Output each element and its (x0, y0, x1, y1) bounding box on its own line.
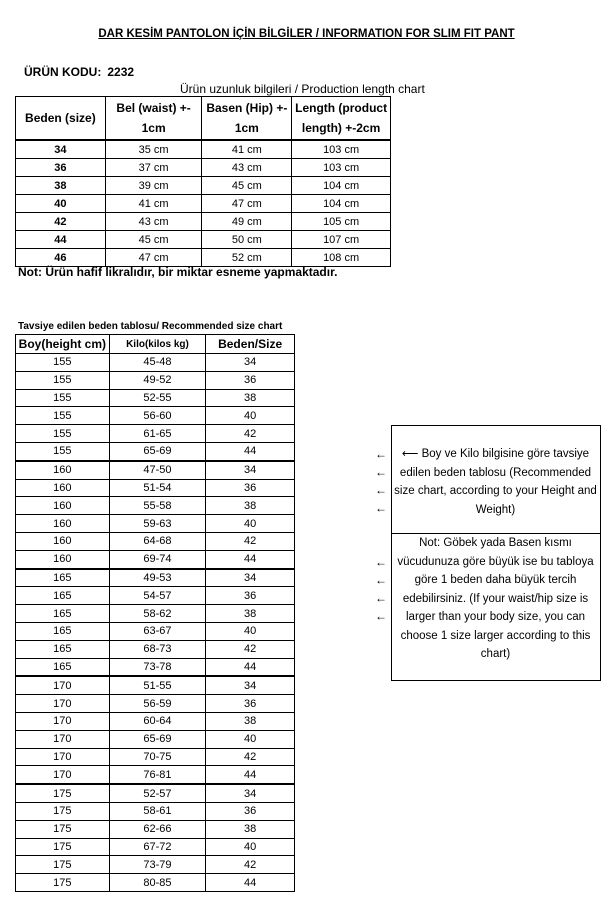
length-cell: 104 cm (292, 195, 391, 213)
header-height: Boy(height cm) (16, 335, 110, 354)
length-chart-caption: Ürün uzunluk bilgileri / Production length chart (180, 82, 425, 96)
size-cell: 46 (16, 249, 106, 267)
height-cell: 155 (16, 425, 110, 443)
height-cell: 165 (16, 605, 110, 623)
length-chart-row (16, 249, 391, 267)
weight-cell: 60-64 (109, 712, 206, 730)
size-cell: 36 (16, 159, 106, 177)
size-cell: 36 (206, 371, 295, 389)
weight-cell: 56-60 (109, 407, 206, 425)
size-cell: 34 (206, 569, 295, 587)
size-cell: 34 (206, 676, 295, 694)
length-chart-row (16, 195, 391, 213)
product-code (24, 65, 134, 79)
weight-cell: 65-69 (109, 442, 206, 460)
size-chart-row (16, 605, 295, 623)
height-cell: 170 (16, 730, 110, 748)
size-cell: 36 (206, 587, 295, 605)
length-chart-row (16, 231, 391, 249)
arrow-left-icon: ← (375, 555, 387, 569)
weight-cell: 65-69 (109, 730, 206, 748)
arrow-left-icon: ← (375, 609, 387, 623)
size-chart-row (16, 550, 295, 568)
height-cell: 175 (16, 820, 110, 838)
weight-cell: 59-63 (109, 515, 206, 533)
size-cell: 34 (206, 461, 295, 479)
height-cell: 155 (16, 371, 110, 389)
size-chart-row (16, 407, 295, 425)
hip-cell: 52 cm (202, 249, 292, 267)
size-chart-table (15, 334, 295, 892)
weight-cell: 51-55 (109, 676, 206, 694)
size-cell: 36 (206, 479, 295, 497)
size-cell: 44 (206, 442, 295, 460)
product-code-label: ÜRÜN KODU: (24, 65, 102, 79)
waist-cell: 47 cm (105, 249, 202, 267)
hip-cell: 49 cm (202, 213, 292, 231)
waist-cell: 45 cm (105, 231, 202, 249)
weight-cell: 63-67 (109, 622, 206, 640)
waist-cell: 41 cm (105, 195, 202, 213)
height-cell: 160 (16, 532, 110, 550)
size-cell: 40 (16, 195, 106, 213)
weight-cell: 45-48 (109, 354, 206, 372)
hip-cell: 41 cm (202, 140, 292, 159)
arrow-left-icon: ← (375, 465, 387, 479)
height-cell: 165 (16, 658, 110, 676)
length-cell: 103 cm (292, 140, 391, 159)
weight-cell: 73-79 (109, 856, 206, 874)
weight-cell: 67-72 (109, 838, 206, 856)
height-cell: 175 (16, 856, 110, 874)
height-cell: 155 (16, 354, 110, 372)
height-cell: 170 (16, 695, 110, 713)
length-cell: 107 cm (292, 231, 391, 249)
weight-cell: 47-50 (109, 461, 206, 479)
size-chart-row (16, 515, 295, 533)
header-weight: Kilo(kilos kg) (109, 335, 206, 354)
length-cell: 108 cm (292, 249, 391, 267)
length-chart-row (16, 213, 391, 231)
size-chart-row (16, 640, 295, 658)
size-chart-row (16, 712, 295, 730)
height-cell: 175 (16, 838, 110, 856)
size-cell: 42 (206, 640, 295, 658)
size-chart-row (16, 442, 295, 460)
waist-cell: 37 cm (105, 159, 202, 177)
length-chart-row (16, 159, 391, 177)
size-chart-row (16, 748, 295, 766)
arrow-left-icon: ← (375, 483, 387, 497)
height-cell: 165 (16, 569, 110, 587)
size-chart-row (16, 497, 295, 515)
hip-cell: 50 cm (202, 231, 292, 249)
size-chart-row (16, 838, 295, 856)
weight-cell: 54-57 (109, 587, 206, 605)
size-cell: 38 (206, 389, 295, 407)
size-chart-row (16, 461, 295, 479)
size-cell: 42 (206, 425, 295, 443)
weight-cell: 55-58 (109, 497, 206, 515)
size-cell: 44 (206, 874, 295, 892)
waist-cell: 43 cm (105, 213, 202, 231)
weight-cell: 52-57 (109, 784, 206, 802)
weight-cell: 70-75 (109, 748, 206, 766)
header-size: Beden (size) (16, 97, 106, 141)
size-chart-row (16, 784, 295, 802)
size-chart-row (16, 766, 295, 784)
length-cell: 105 cm (292, 213, 391, 231)
size-cell: 34 (206, 354, 295, 372)
arrow-left-icon: ← (375, 573, 387, 587)
height-cell: 170 (16, 676, 110, 694)
size-chart-row (16, 658, 295, 676)
size-chart-header-row (16, 335, 295, 354)
size-chart-row (16, 354, 295, 372)
product-code-value: 2232 (107, 65, 135, 79)
height-cell: 170 (16, 748, 110, 766)
height-cell: 165 (16, 622, 110, 640)
height-cell: 160 (16, 515, 110, 533)
size-cell: 38 (206, 497, 295, 515)
weight-cell: 73-78 (109, 658, 206, 676)
weight-cell: 62-66 (109, 820, 206, 838)
waist-cell: 35 cm (105, 140, 202, 159)
hip-cell: 47 cm (202, 195, 292, 213)
size-chart-row (16, 730, 295, 748)
size-cell: 40 (206, 838, 295, 856)
size-cell: 44 (206, 766, 295, 784)
size-cell: 42 (206, 856, 295, 874)
size-chart-row (16, 587, 295, 605)
header-length: Length (product length) +-2cm (292, 97, 391, 141)
height-cell: 155 (16, 442, 110, 460)
size-chart-caption: Tavsiye edilen beden tablosu/ Recommended size chart (18, 321, 283, 332)
height-cell: 165 (16, 587, 110, 605)
weight-cell: 58-62 (109, 605, 206, 623)
hip-cell: 45 cm (202, 177, 292, 195)
weight-cell: 64-68 (109, 532, 206, 550)
weight-cell: 80-85 (109, 874, 206, 892)
size-cell: 40 (206, 622, 295, 640)
length-cell: 103 cm (292, 159, 391, 177)
height-cell: 160 (16, 461, 110, 479)
size-chart-row (16, 479, 295, 497)
size-cell: 40 (206, 515, 295, 533)
hip-cell: 43 cm (202, 159, 292, 177)
arrow-left-icon: ← (375, 501, 387, 515)
length-chart-row (16, 140, 391, 159)
height-cell: 175 (16, 784, 110, 802)
weight-cell: 51-54 (109, 479, 206, 497)
info-box-recommendation-text: ⟵ Boy ve Kilo bilgisine göre tavsiye edilen beden tablosu (Recommended size chart, according to your Height and Weight) (394, 448, 597, 516)
size-cell: 38 (206, 712, 295, 730)
height-cell: 175 (16, 802, 110, 820)
size-chart-row (16, 802, 295, 820)
header-waist: Bel (waist) +- 1cm (105, 97, 202, 141)
size-chart-row (16, 856, 295, 874)
size-cell: 42 (16, 213, 106, 231)
size-chart-row (16, 676, 295, 694)
size-cell: 44 (206, 658, 295, 676)
size-cell: 34 (16, 140, 106, 159)
weight-cell: 52-55 (109, 389, 206, 407)
size-chart-row (16, 622, 295, 640)
size-chart-row (16, 569, 295, 587)
arrow-left-icon: ← (375, 591, 387, 605)
stretch-note: Not: Ürün hafif likralıdır, bir miktar esneme yapmaktadır. (18, 265, 338, 279)
page-title: DAR KESİM PANTOLON İÇİN BİLGİLER / INFORMATION FOR SLIM FIT PANT (98, 28, 515, 40)
weight-cell: 69-74 (109, 550, 206, 568)
length-chart-header-row (16, 97, 391, 141)
header-beden-size: Beden/Size (206, 335, 295, 354)
height-cell: 160 (16, 550, 110, 568)
size-chart-row (16, 874, 295, 892)
height-cell: 155 (16, 389, 110, 407)
weight-cell: 61-65 (109, 425, 206, 443)
size-chart-row (16, 532, 295, 550)
size-cell: 44 (16, 231, 106, 249)
weight-cell: 49-52 (109, 371, 206, 389)
size-cell: 38 (206, 820, 295, 838)
height-cell: 155 (16, 407, 110, 425)
length-chart-table (15, 96, 391, 267)
size-cell: 44 (206, 550, 295, 568)
waist-cell: 39 cm (105, 177, 202, 195)
size-cell: 34 (206, 784, 295, 802)
height-cell: 160 (16, 497, 110, 515)
weight-cell: 76-81 (109, 766, 206, 784)
arrow-left-icon: ← (375, 447, 387, 461)
weight-cell: 49-53 (109, 569, 206, 587)
length-cell: 104 cm (292, 177, 391, 195)
size-cell: 38 (206, 605, 295, 623)
size-cell: 38 (16, 177, 106, 195)
weight-cell: 68-73 (109, 640, 206, 658)
weight-cell: 58-61 (109, 802, 206, 820)
size-chart-row (16, 371, 295, 389)
size-chart-row (16, 425, 295, 443)
size-chart-row (16, 389, 295, 407)
height-cell: 170 (16, 766, 110, 784)
height-cell: 160 (16, 479, 110, 497)
length-chart-row (16, 177, 391, 195)
header-hip: Basen (Hip) +- 1cm (202, 97, 292, 141)
size-cell: 42 (206, 532, 295, 550)
size-cell: 36 (206, 802, 295, 820)
height-cell: 175 (16, 874, 110, 892)
height-cell: 170 (16, 712, 110, 730)
size-chart-row (16, 820, 295, 838)
info-box-larger-size-note: Not: Göbek yada Basen kısmı vücudunuza göre büyük ise bu tabloya göre 1 beden daha büyük tercih edebilirsiniz. (If your waist/hip size is larger than your body size, you can choose 1 size larger according to this chart) (397, 537, 594, 660)
height-cell: 165 (16, 640, 110, 658)
size-cell: 36 (206, 695, 295, 713)
size-cell: 40 (206, 407, 295, 425)
size-cell: 42 (206, 748, 295, 766)
size-chart-row (16, 695, 295, 713)
size-cell: 40 (206, 730, 295, 748)
weight-cell: 56-59 (109, 695, 206, 713)
